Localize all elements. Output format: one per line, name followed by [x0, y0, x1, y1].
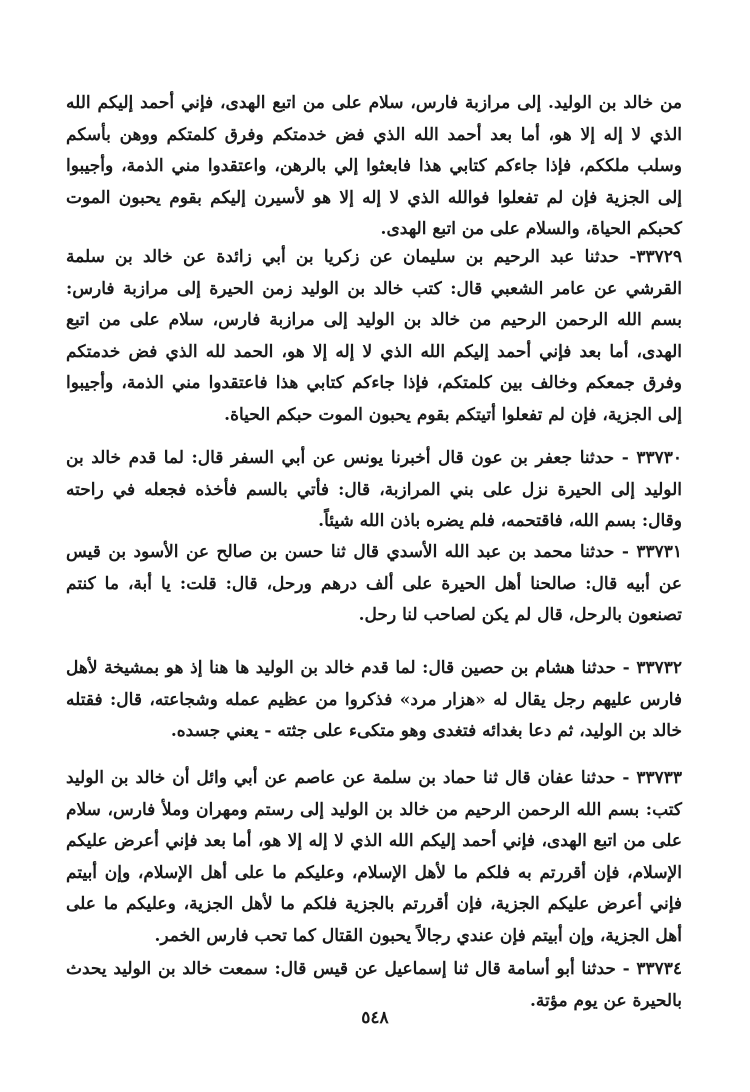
page-number: ٥٤٨ [361, 1008, 389, 1028]
paragraph-hadith-33734: ٣٣٧٣٤ - حدثنا أبو أسامة قال ثنا إسماعيل عن قيس قال: سمعت خالد بن الوليد يحدث بالحيرة عن يوم مؤتة. [66, 959, 682, 1011]
paragraph-hadith-33731: ٣٣٧٣١ - حدثنا محمد بن عبد الله الأسدي قال ثنا حسن بن صالح عن الأسود بن قيس عن أبيه قال: صالحنا أهل الحيرة على ألف درهم ورحل، قال: قلت: يا أبة، ما كنتم تصنعون بالرحل، قال لم يكن لصاحب لنا رحل. [66, 542, 682, 625]
paragraph-hadith-33732: ٣٣٧٣٢ - حدثنا هشام بن حصين قال: لما قدم خالد بن الوليد ها هنا إذ هو بمشيخة لأهل فارس عليهم رجل يقال له «هزار مرد» فذكروا من عظيم عمله وشجاعته، قال: فقتله خالد بن الوليد، ثم دعا بغدائه فتغدى وهو متكىء على جثته - يعني جسده. [66, 658, 682, 741]
paragraph-hadith-33733: ٣٣٧٣٣ - حدثنا عفان قال ثنا حماد بن سلمة عن عاصم عن أبي وائل أن خالد بن الوليد كتب: بسم الله الرحمن الرحيم من خالد بن الوليد إلى رستم ومهران وملأ فارس، سلام على من اتبع الهدى، فإني أحمد إليكم الله الذي لا إله إلا هو، أما بعد فإني أعرض عليكم الإسلام، فإن أقررتم به فلكم ما لأهل الإسلام، وعليكم ما على أهل الإسلام، وإن أبيتم فإني أعرض عليكم الجزية، فإن أقررتم بالجزية فلكم ما لأهل الجزية، وعليكم ما على أهل الجزية، وإن أبيتم فإن عندي رجالاً يحبون القتال كما تحب فارس الخمر. [66, 768, 682, 946]
paragraph-hadith-33730: ٣٣٧٣٠ - حدثنا جعفر بن عون قال أخبرنا يونس عن أبي السفر قال: لما قدم خالد بن الوليد إلى الحيرة نزل على بني المرازبة، قال: فأتي بالسم فأخذه فجعله في راحته وقال: بسم الله، فاقتحمه، فلم يضره باذن الله شيئاً. [66, 448, 682, 531]
paragraph-hadith-33729: ٣٣٧٢٩- حدثنا عبد الرحيم بن سليمان عن زكريا بن أبي زائدة عن خالد بن سلمة القرشي عن عامر الشعبي قال: كتب خالد بن الوليد زمن الحيرة إلى مرازبة فارس: بسم الله الرحمن الرحيم من خالد بن الوليد إلى مرازبة فارس، سلام على من اتبع الهدى، أما بعد فإني أحمد إليكم الله الذي لا إله إلا هو، الحمد لله الذي فض خدمتكم وفرق جمعكم وخالف بين كلمتكم، فإذا جاءكم كتابي هذا فاعتقدوا مني الذمة، وأجيبوا إلى الجزية، فإن لم تفعلوا أتيتكم بقوم يحبون الموت حبكم الحياة. [66, 247, 682, 425]
paragraph-letter-continuation: من خالد بن الوليد. إلى مرازبة فارس، سلام على من اتبع الهدى، فإني أحمد إليكم الله الذي لا إله إلا هو، أما بعد أحمد الله الذي فض خدمتكم وفرق كلمتكم ووهن بأسكم وسلب ملككم، فإذا جاءكم كتابي هذا فابعثوا إلي بالرهن، واعتقدوا مني الذمة، وأجيبوا إلى الجزية فإن لم تفعلوا فوالله الذي لا إله إلا هو لأسيرن إليكم بقوم يحبون الموت كحبكم الحياة، والسلام على من اتبع الهدى. [66, 93, 683, 239]
